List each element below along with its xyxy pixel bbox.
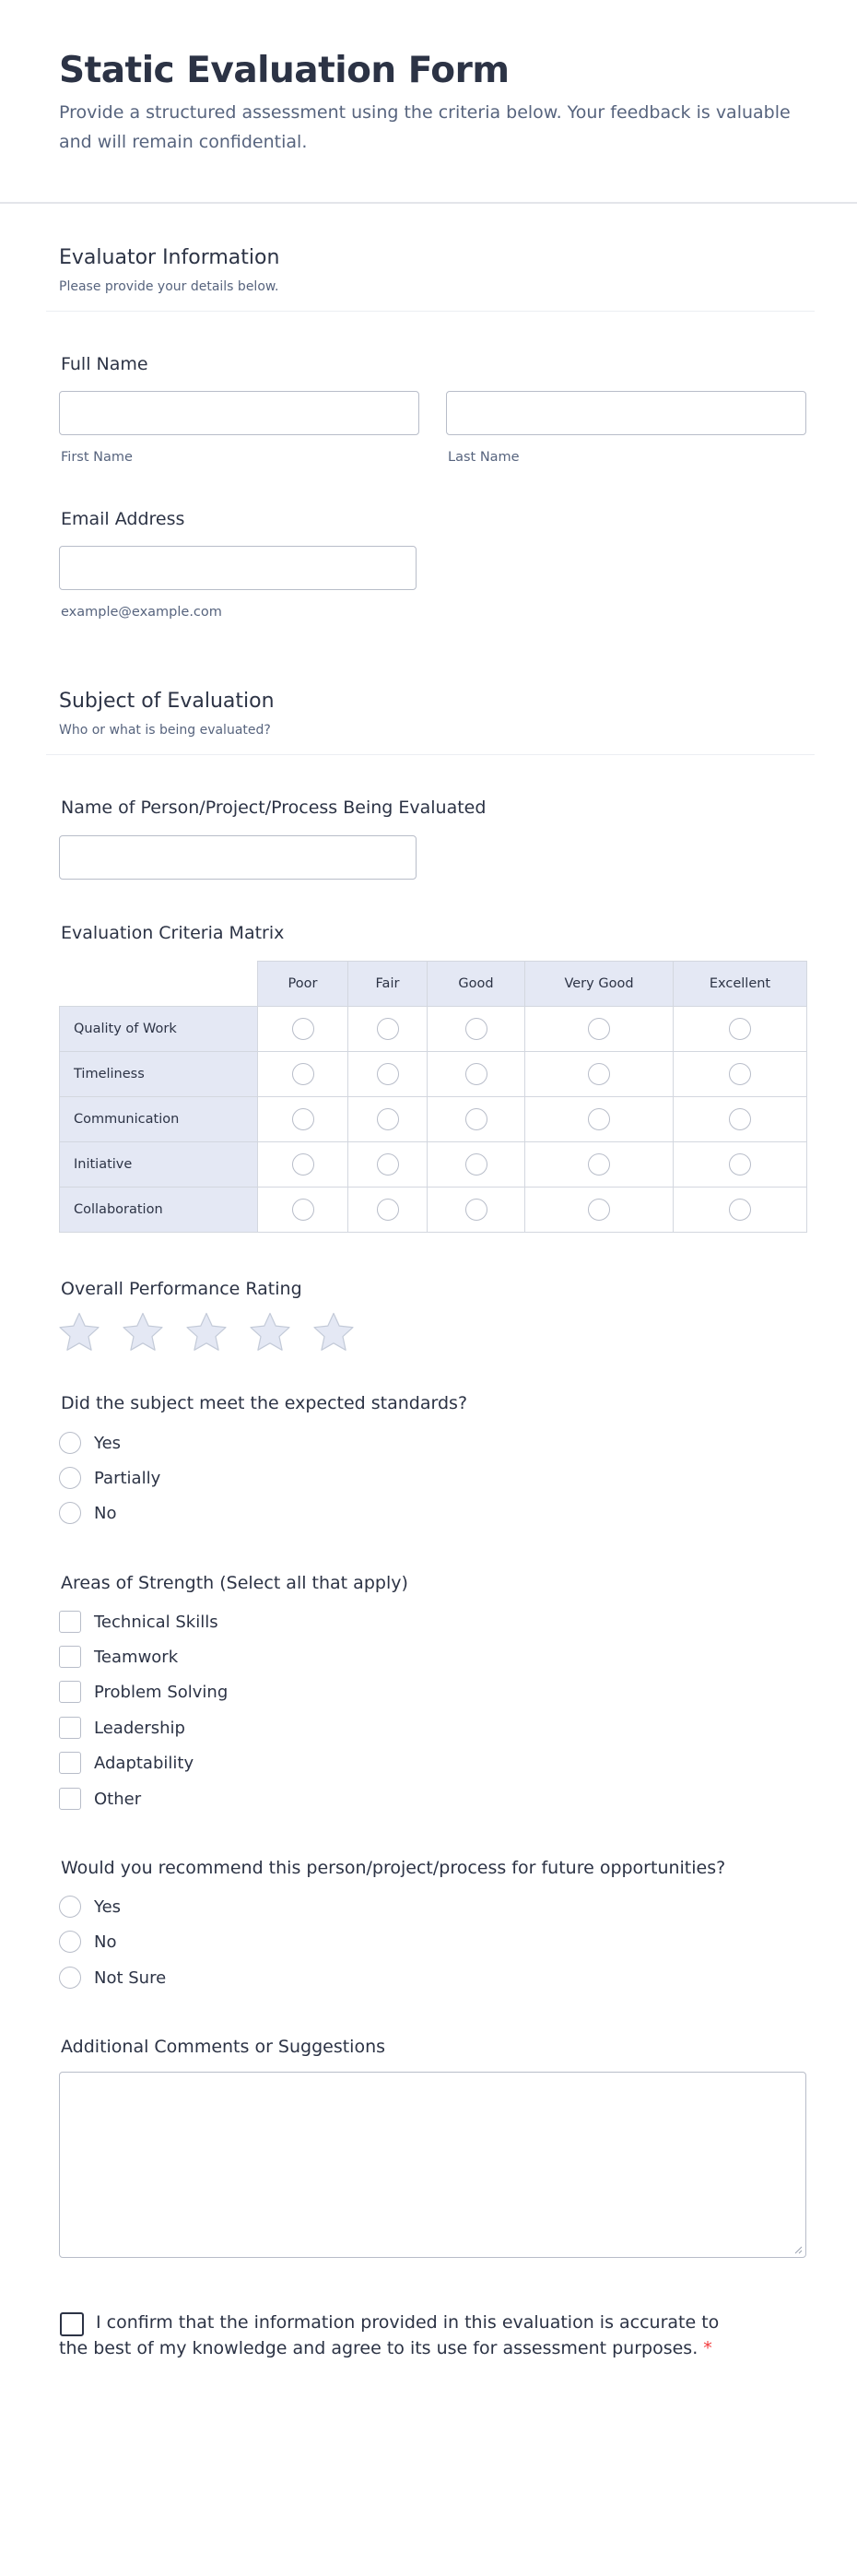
option-label: Problem Solving	[94, 1682, 229, 1702]
subject-section-title: Subject of Evaluation	[59, 690, 275, 713]
form-header	[0, 0, 857, 204]
strength-option-problem-solving[interactable]	[59, 1679, 228, 1705]
subject-name-label: Name of Person/Project/Process Being Evaluated	[61, 798, 487, 818]
matrix-radio[interactable]	[377, 1108, 399, 1130]
subject-name-input[interactable]	[59, 835, 417, 880]
matrix-radio[interactable]	[729, 1063, 751, 1085]
matrix-row-label: Initiative	[60, 1142, 258, 1188]
evaluator-section-title: Evaluator Information	[59, 246, 280, 269]
matrix-radio[interactable]	[588, 1063, 610, 1085]
matrix-cell	[428, 1188, 525, 1233]
standards-option-partially[interactable]	[59, 1465, 160, 1491]
star-icon[interactable]	[311, 1310, 356, 1354]
strength-option-teamwork[interactable]	[59, 1644, 178, 1670]
matrix-cell	[258, 1188, 348, 1233]
matrix-row-label: Collaboration	[60, 1188, 258, 1233]
matrix-radio[interactable]	[588, 1153, 610, 1176]
radio-button[interactable]	[59, 1432, 81, 1454]
matrix-radio[interactable]	[729, 1153, 751, 1176]
matrix-cell	[525, 1052, 674, 1097]
matrix-row	[60, 1142, 807, 1188]
matrix-cell	[348, 1007, 428, 1052]
option-label: Teamwork	[94, 1647, 179, 1667]
confirm-statement	[59, 2310, 741, 2361]
matrix-row	[60, 1007, 807, 1052]
matrix-row	[60, 1097, 807, 1142]
checkbox[interactable]	[59, 1717, 81, 1739]
option-label: Leadership	[94, 1718, 185, 1738]
matrix-label: Evaluation Criteria Matrix	[61, 923, 285, 943]
matrix-cell	[428, 1142, 525, 1188]
strength-option-technical-skills[interactable]	[59, 1609, 218, 1635]
option-label: Yes	[94, 1897, 122, 1917]
radio-button[interactable]	[59, 1931, 81, 1953]
option-label: Other	[94, 1789, 142, 1809]
option-label: Partially	[94, 1468, 161, 1488]
rating-label: Overall Performance Rating	[61, 1279, 302, 1299]
option-label: Adaptability	[94, 1753, 194, 1773]
matrix-cell	[348, 1052, 428, 1097]
radio-button[interactable]	[59, 1896, 81, 1918]
checkbox[interactable]	[59, 1788, 81, 1810]
star-icon[interactable]	[248, 1310, 292, 1354]
recommend-option-yes[interactable]	[59, 1894, 121, 1920]
radio-button[interactable]	[59, 1502, 81, 1524]
matrix-radio[interactable]	[377, 1199, 399, 1221]
strength-option-adaptability[interactable]	[59, 1750, 194, 1776]
matrix-radio[interactable]	[588, 1199, 610, 1221]
last-name-sublabel: Last Name	[448, 450, 520, 465]
option-label: No	[94, 1932, 117, 1952]
form-subtitle: Provide a structured assessment using the criteria below. Your feedback is valuable and will remain confidential.	[59, 102, 791, 152]
email-label: Email Address	[61, 509, 185, 529]
matrix-row	[60, 1052, 807, 1097]
matrix-cell	[525, 1142, 674, 1188]
matrix-cell	[674, 1052, 807, 1097]
matrix-cell	[674, 1007, 807, 1052]
matrix-cell	[525, 1097, 674, 1142]
first-name-input[interactable]	[59, 391, 419, 435]
star-icon[interactable]	[184, 1310, 229, 1354]
radio-button[interactable]	[59, 1967, 81, 1989]
matrix-radio[interactable]	[377, 1018, 399, 1040]
matrix-radio[interactable]	[465, 1063, 487, 1085]
star-rating	[57, 1310, 375, 1354]
comments-textarea[interactable]	[59, 2072, 806, 2258]
matrix-cell	[258, 1097, 348, 1142]
option-label: Technical Skills	[94, 1612, 218, 1632]
matrix-radio[interactable]	[465, 1153, 487, 1176]
matrix-cell	[674, 1188, 807, 1233]
matrix-cell	[258, 1007, 348, 1052]
recommend-option-not-sure[interactable]	[59, 1965, 166, 1991]
matrix-radio[interactable]	[588, 1108, 610, 1130]
matrix-radio[interactable]	[377, 1153, 399, 1176]
email-input[interactable]	[59, 546, 417, 590]
matrix-row-label: Quality of Work	[60, 1007, 258, 1052]
matrix-cell	[525, 1188, 674, 1233]
matrix-header-row	[60, 962, 807, 1007]
matrix-cell	[674, 1097, 807, 1142]
strengths-label: Areas of Strength (Select all that apply)	[61, 1573, 408, 1593]
matrix-cell	[428, 1097, 525, 1142]
matrix-radio[interactable]	[729, 1108, 751, 1130]
matrix-row-label: Communication	[60, 1097, 258, 1142]
matrix-radio[interactable]	[465, 1199, 487, 1221]
star-icon[interactable]	[57, 1310, 101, 1354]
recommend-label: Would you recommend this person/project/process for future opportunities?	[61, 1858, 726, 1878]
matrix-cell	[348, 1188, 428, 1233]
matrix-col-header: Very Good	[525, 962, 674, 1007]
evaluation-matrix	[59, 961, 807, 1233]
matrix-radio[interactable]	[729, 1199, 751, 1221]
standards-option-no[interactable]	[59, 1500, 116, 1526]
matrix-cell	[428, 1052, 525, 1097]
matrix-radio[interactable]	[292, 1018, 314, 1040]
matrix-cell	[258, 1142, 348, 1188]
checkbox[interactable]	[59, 1646, 81, 1668]
evaluator-section-header	[46, 245, 815, 312]
checkbox[interactable]	[59, 1681, 81, 1703]
matrix-radio[interactable]	[292, 1108, 314, 1130]
first-name-sublabel: First Name	[61, 450, 133, 465]
matrix-col-header: Poor	[258, 962, 348, 1007]
subject-section-subtitle: Who or what is being evaluated?	[59, 723, 271, 738]
matrix-radio[interactable]	[377, 1063, 399, 1085]
last-name-input[interactable]	[446, 391, 806, 435]
matrix-row	[60, 1188, 807, 1233]
star-icon[interactable]	[121, 1310, 165, 1354]
matrix-cell	[428, 1007, 525, 1052]
recommend-option-no[interactable]	[59, 1929, 116, 1955]
matrix-col-header: Good	[428, 962, 525, 1007]
radio-button[interactable]	[59, 1467, 81, 1489]
matrix-cell	[348, 1142, 428, 1188]
strength-option-leadership[interactable]	[59, 1715, 185, 1741]
form-title: Static Evaluation Form	[59, 50, 510, 91]
matrix-col-header: Fair	[348, 962, 428, 1007]
email-sublabel: example@example.com	[61, 605, 222, 620]
full-name-label: Full Name	[61, 354, 148, 374]
option-label: Yes	[94, 1433, 122, 1453]
evaluator-section-subtitle: Please provide your details below.	[59, 279, 279, 294]
checkbox[interactable]	[59, 1611, 81, 1633]
matrix-radio[interactable]	[729, 1018, 751, 1040]
matrix-radio[interactable]	[292, 1063, 314, 1085]
matrix-cell	[348, 1097, 428, 1142]
resize-grip-icon[interactable]	[793, 2245, 803, 2254]
strength-option-other[interactable]	[59, 1786, 141, 1812]
matrix-cell	[674, 1142, 807, 1188]
matrix-radio[interactable]	[465, 1108, 487, 1130]
subject-section-header	[46, 689, 815, 755]
matrix-cell	[525, 1007, 674, 1052]
standards-label: Did the subject meet the expected standards?	[61, 1393, 468, 1413]
matrix-radio[interactable]	[292, 1153, 314, 1176]
confirm-text: I confirm that the information provided in this evaluation is accurate to the best of my knowledge and agree to its use for assessment purposes.	[59, 2312, 720, 2358]
standards-option-yes[interactable]	[59, 1430, 121, 1456]
matrix-radio[interactable]	[588, 1018, 610, 1040]
required-asterisk: *	[703, 2338, 712, 2358]
matrix-cell	[258, 1052, 348, 1097]
confirm-checkbox[interactable]	[60, 2312, 84, 2336]
matrix-corner-cell	[60, 962, 258, 1007]
comments-label: Additional Comments or Suggestions	[61, 2037, 386, 2057]
matrix-radio[interactable]	[465, 1018, 487, 1040]
matrix-col-header: Excellent	[674, 962, 807, 1007]
option-label: No	[94, 1503, 117, 1523]
checkbox[interactable]	[59, 1752, 81, 1774]
matrix-radio[interactable]	[292, 1199, 314, 1221]
matrix-row-label: Timeliness	[60, 1052, 258, 1097]
option-label: Not Sure	[94, 1967, 167, 1988]
